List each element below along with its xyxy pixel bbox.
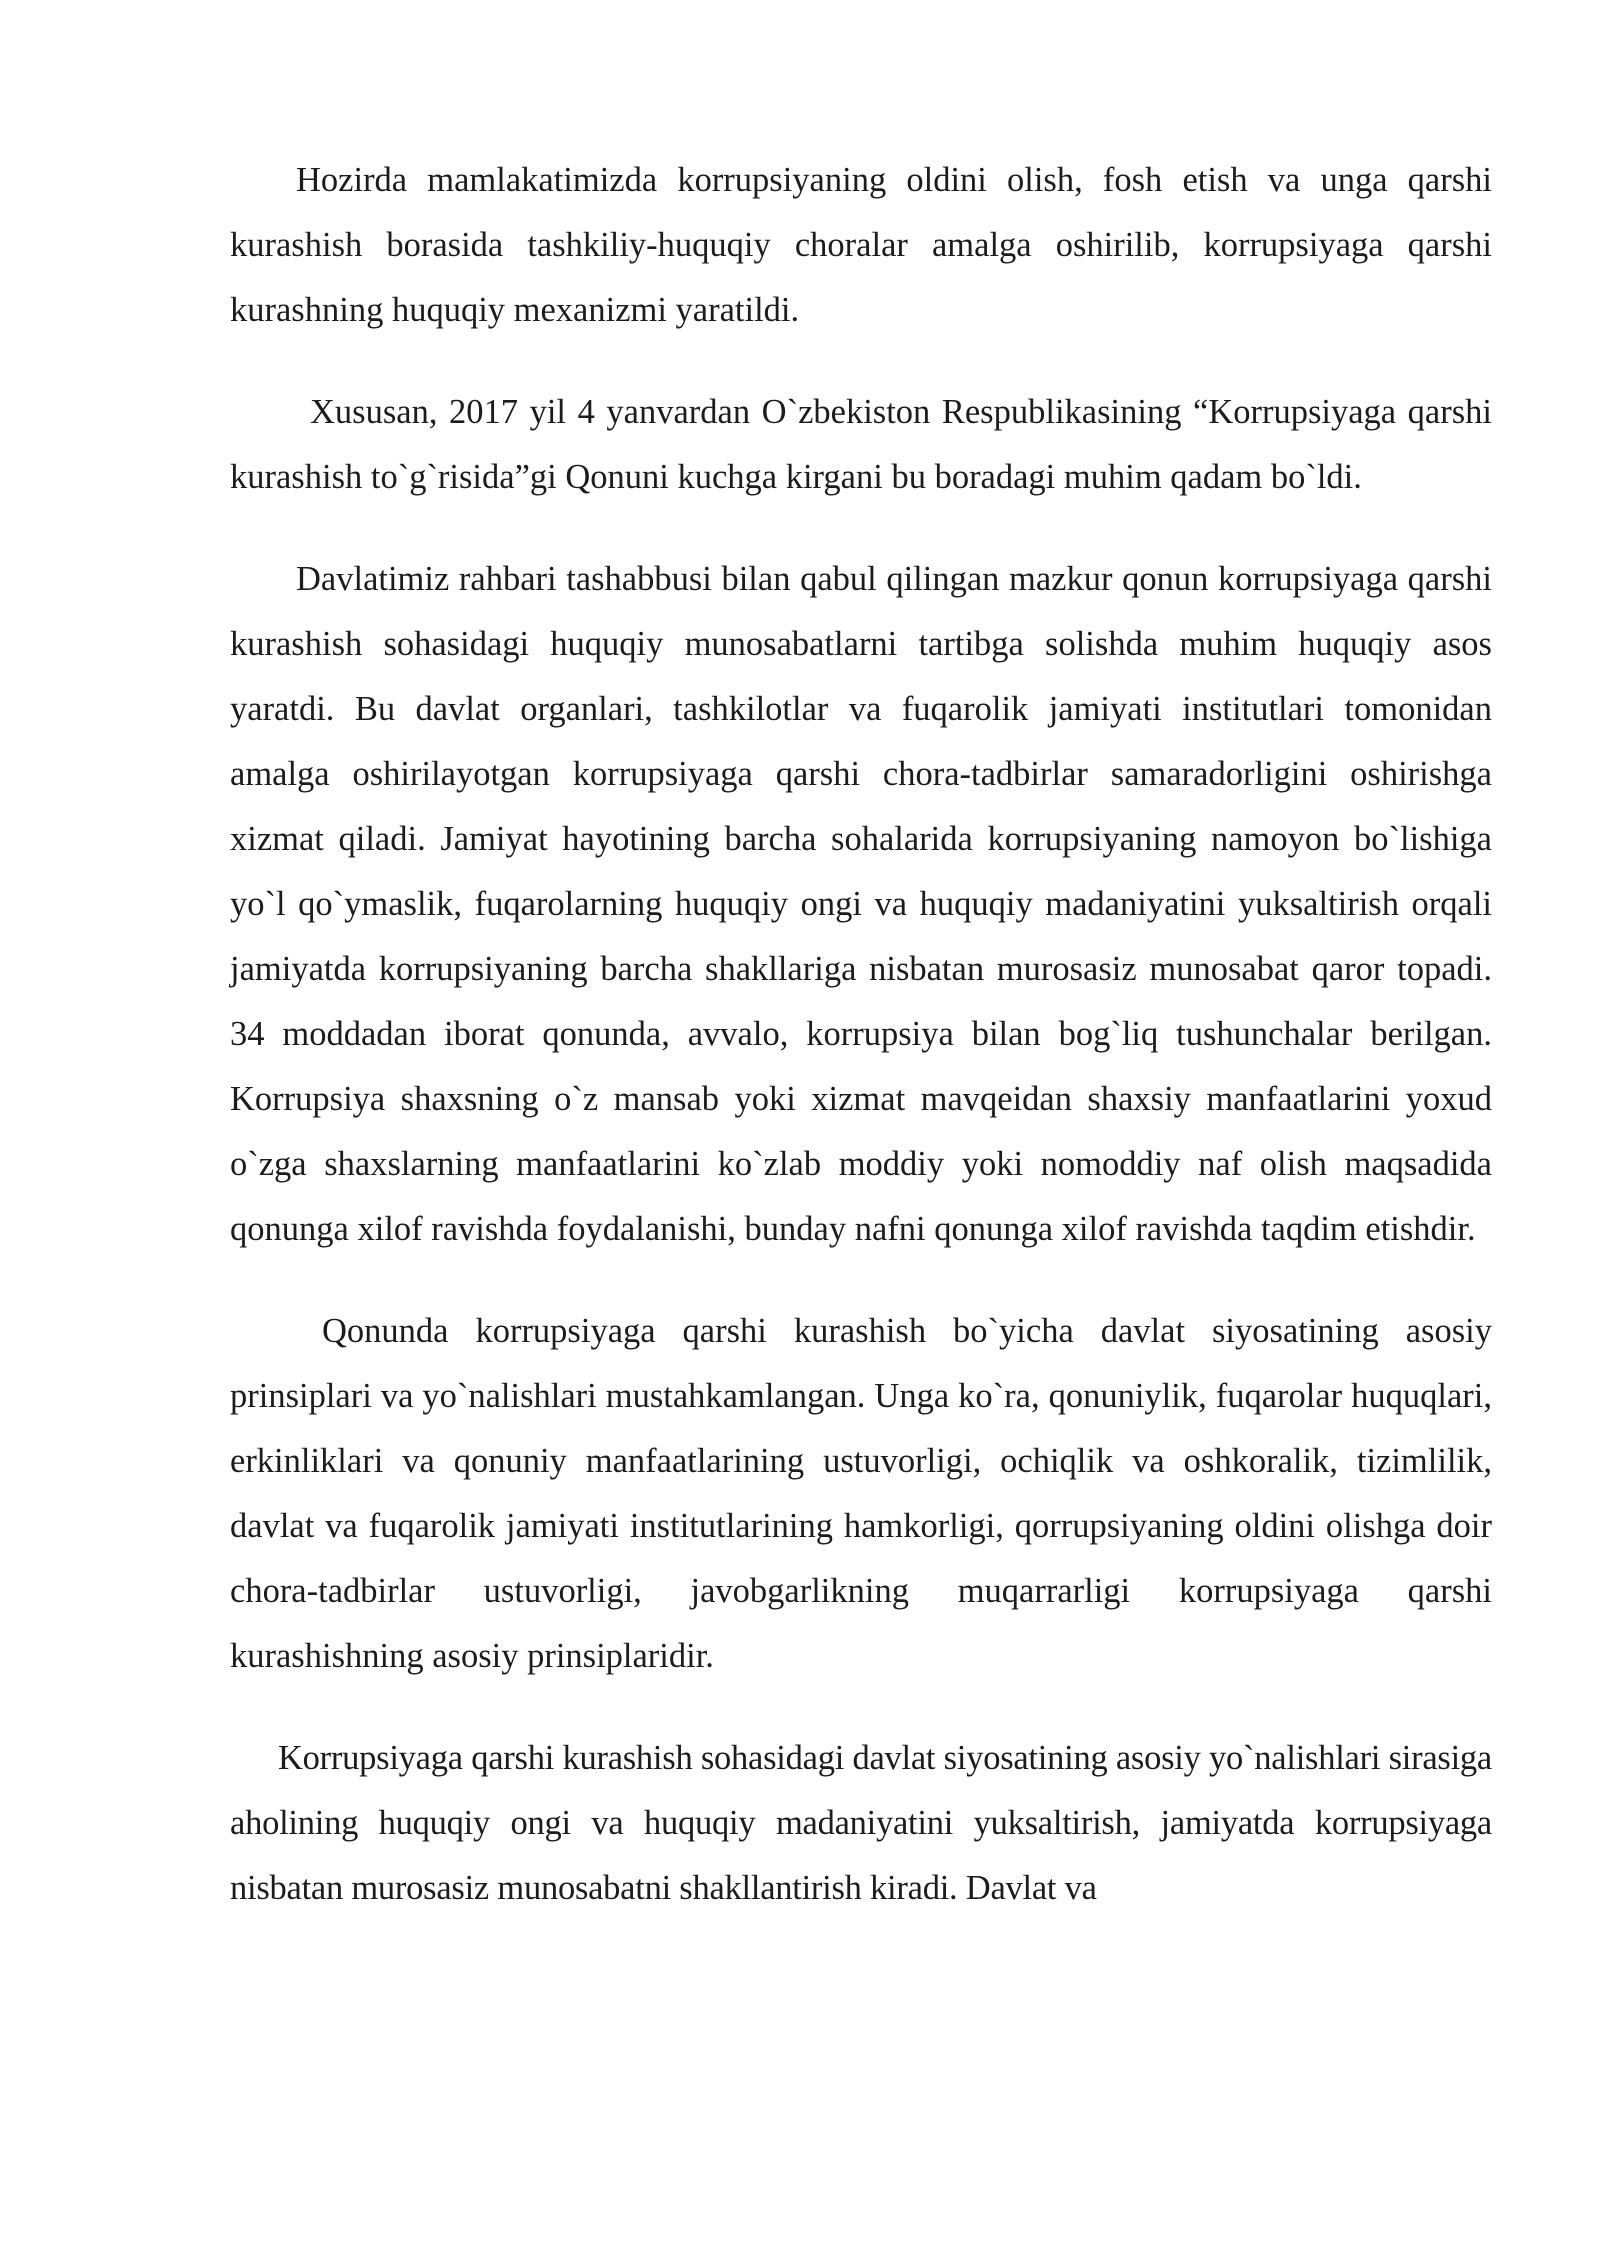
document-body [230,148,1492,1958]
paragraph-intro: Hozirda mamlakatimizda korrupsiyaning oldini olish, fosh etish va unga qarshi kurashish borasida tashkiliy-huquqiy choralar amalga oshirilib, korrupsiyaga qarshi kurashning huquqiy mexanizmi yaratildi. [230,161,1492,329]
paragraph-policy-directions: Korrupsiyaga qarshi kurashish sohasidagi davlat siyosatining asosiy yo`nalishlari sirasiga aholining huquqiy ongi va huquqiy madaniyatini yuksaltirish, jamiyatda korrupsiyaga nisbatan murosasiz munosabatni shakllantirish kiradi. Davlat va [230,1739,1492,1907]
paragraph-law-purpose: Davlatimiz rahbari tashabbusi bilan qabul qilingan mazkur qonun korrupsiyaga qarshi kurashish sohasidagi huquqiy munosabatlarni tartibga solishda muhim huquqiy asos yaratdi. Bu davlat organlari, tashkilotlar va fuqarolik jamiyati institutlari tomonidan amalga oshirilayotgan korrupsiyaga qarshi chora-tadbirlar samaradorligini oshirishga xizmat qiladi. Jamiyat hayotining barcha sohalarida korrupsiyaning namoyon bo`lishiga yo`l qo`ymaslik, fuqarolarning huquqiy ongi va huquqiy madaniyatini yuksaltirish orqali jamiyatda korrupsiyaning barcha shakllariga nisbatan murosasiz munosabat qaror topadi. 34 moddadan iborat qonunda, avvalo, korrupsiya bilan bog`liq tushunchalar berilgan. Korrupsiya shaxsning o`z mansab yoki xizmat mavqeidan shaxsiy manfaatlarini yoxud o`zga shaxslarning manfaatlarini ko`zlab moddiy yoki nomoddiy naf olish maqsadida qonunga xilof ravishda foydalanishi, bunday nafni qonunga xilof ravishda taqdim etishdir. [230,560,1492,1248]
paragraph-principles: Qonunda korrupsiyaga qarshi kurashish bo`yicha davlat siyosatining asosiy prinsiplari va yo`nalishlari mustahkamlangan. Unga ko`ra, qonuniylik, fuqarolar huquqlari, erkinliklari va qonuniy manfaatlarining ustuvorligi, ochiqlik va oshkoralik, tizimlilik, davlat va fuqarolik jamiyati institutlarining hamkorligi, qorrupsiyaning oldini olishga doir chora-tadbirlar ustuvorligi, javobgarlikning muqarrarligi korrupsiyaga qarshi kurashishning asosiy prinsiplaridir. [230,1312,1492,1675]
paragraph-law-2017: Xususan, 2017 yil 4 yanvardan O`zbekiston Respublikasining “Korrupsiyaga qarshi kurashish to`g`risida”gi Qonuni kuchga kirgani bu boradagi muhim qadam bo`ldi. [230,393,1492,496]
